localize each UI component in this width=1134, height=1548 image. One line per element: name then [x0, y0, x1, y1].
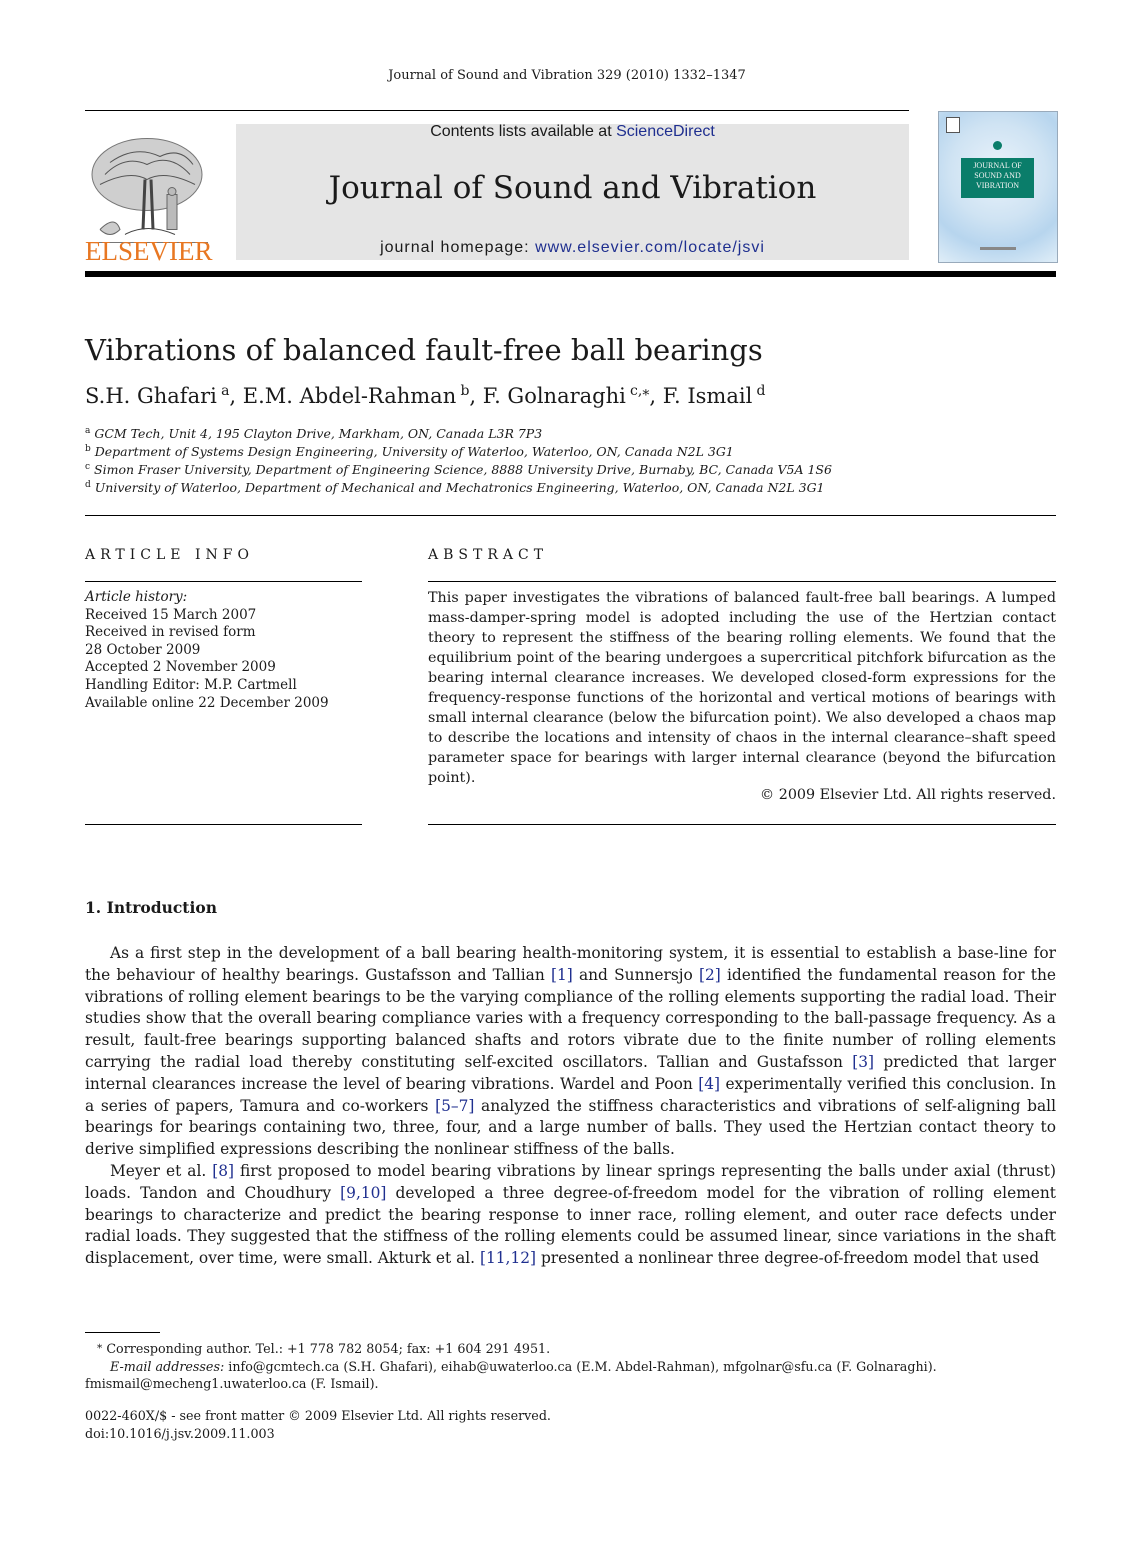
homepage-prefix: journal homepage: — [380, 239, 536, 256]
affiliation-marker: a — [85, 426, 91, 436]
history-item: Received in revised form — [85, 624, 256, 641]
history-item: Received 15 March 2007 — [85, 606, 257, 623]
history-item: Available online 22 December 2009 — [85, 694, 329, 711]
contents-prefix: Contents lists available at — [430, 123, 617, 140]
email-list: info@gcmtech.ca (S.H. Ghafari), eihab@uwaterloo.ca (E.M. Abdel-Rahman), mfgolnar@sfu.ca (F. Golnaraghi). — [224, 1358, 937, 1374]
introduction-body — [85, 943, 1056, 1270]
affiliation-text: Department of Systems Design Engineering, University of Waterloo, Waterloo, ON, Canada N2L 3G1 — [94, 444, 734, 460]
issn-line: 0022-460X/$ - see front matter © 2009 Elsevier Ltd. All rights reserved. — [85, 1408, 551, 1423]
sciencedirect-link[interactable]: ScienceDirect — [616, 123, 715, 140]
body-text-run: analyzed the stiffness characteristics and vibrations of self-aligning ball bearings for bearings containing two, three, four, and a large number of balls. They used the Hertzian contact theory to derive simplified expressions describing the nonlinear stiffness of the balls. — [85, 1096, 1057, 1159]
masthead-bottom-rule — [85, 271, 1056, 277]
affiliation-marker: b — [85, 444, 91, 454]
footnote-rule — [85, 1332, 160, 1333]
abstract-copyright: © 2009 Elsevier Ltd. All rights reserved. — [759, 787, 1056, 803]
article-info-heading: ARTICLE INFO — [85, 547, 254, 563]
history-item: 28 October 2009 — [85, 641, 201, 658]
affiliation-b — [85, 444, 734, 459]
citation-link[interactable]: [11,12] — [479, 1249, 537, 1268]
section-heading-introduction: 1. Introduction — [85, 898, 217, 917]
citation-link[interactable]: [9,10] — [340, 1183, 387, 1202]
abstract-bottom-rule — [428, 824, 1056, 825]
affiliation-c — [85, 462, 832, 477]
author-name: F. Golnaraghi — [482, 384, 626, 408]
cover-title-plate: JOURNAL OF SOUND AND VIBRATION — [961, 158, 1034, 198]
body-text-run: predicted that larger internal clearances increase the level of bearing vibrations. Wardel and Poon — [85, 1052, 1057, 1093]
masthead-top-rule — [85, 110, 909, 111]
citation-link[interactable]: [1] — [550, 965, 573, 984]
abstract-text: This paper investigates the vibrations of balanced fault-free ball bearings. A lumped mass-damper-spring model is adopted including the use of the Hertzian contact theory to represent the stiffness of the bearing rolling elements. We found that the equilibrium point of the bearing undergoes a supercritical pitchfork bifurcation as the bearing internal clearance increases. We developed closed-form expressions for the frequency-response functions of the horizontal and vertical motions of bearings with small internal clearance (below the bifurcation point). We also developed a chaos map to describe the locations and intensity of chaos in the internal clearance–shaft speed parameter space for bearings with larger internal clearance (beyond the bifurcation point). — [428, 590, 1056, 786]
body-text-run: and Sunnersjo — [572, 965, 699, 984]
citation-link[interactable]: [2] — [698, 965, 721, 984]
article-info-rule — [85, 581, 362, 582]
body-text-run: first proposed to model bearing vibrations by linear springs representing the balls under axial (thrust) loads. Tandon and Choudhury — [85, 1161, 1056, 1202]
abstract-heading: ABSTRACT — [428, 547, 549, 563]
affiliation-d — [85, 480, 825, 495]
corresponding-author-text: Corresponding author. Tel.: +1 778 782 8054; fax: +1 604 291 4951. — [106, 1341, 551, 1357]
corresponding-author-note — [85, 1337, 1056, 1358]
body-text-run: experimentally verified this conclusion. In a series of papers, Tamura and co-workers — [85, 1074, 1056, 1115]
doi-line[interactable]: doi:10.1016/j.jsv.2009.11.003 — [85, 1426, 275, 1441]
history-item: Accepted 2 November 2009 — [85, 659, 276, 676]
running-head: Journal of Sound and Vibration 329 (2010) 1332–1347 — [388, 68, 746, 83]
affiliation-text: GCM Tech, Unit 4, 195 Clayton Drive, Markham, ON, Canada L3R 7P3 — [94, 426, 543, 442]
article-info-bottom-rule — [85, 824, 362, 825]
cover-emblem-icon — [993, 141, 1002, 150]
author-affiliation-marker: b — [460, 383, 470, 399]
history-item: Handling Editor: M.P. Cartmell — [85, 676, 297, 693]
body-text-run: Meyer et al. — [110, 1161, 213, 1180]
contents-line — [236, 123, 909, 141]
body-paragraph — [85, 1161, 1056, 1270]
affiliation-marker: c — [85, 462, 91, 472]
author-affiliation-marker: d — [756, 383, 766, 399]
body-text-run: identified the fundamental reason for the vibrations of rolling element bearings to be the varying compliance of the rolling elements supporting the radial load. Their studies show that the overall bearing compliance varies with a frequency corresponding to the ball-passage frequency. As a result, fault-free bearings supporting balanced shafts and rotors vibrate due to the finite number of rolling elements carrying the radial load thereby constituting self-excited oscillators. Tallian and Gustafsson — [85, 965, 1056, 1071]
body-text-run: presented a nonlinear three degree-of-freedom model that used — [536, 1249, 1040, 1268]
cover-sciencedirect-mark — [974, 244, 1022, 254]
author-name: F. Ismail — [662, 384, 753, 408]
email-addresses-continued: fmismail@mecheng1.uwaterloo.ca (F. Ismail). — [85, 1376, 379, 1392]
footnotes — [85, 1337, 1056, 1393]
cover-elsevier-mini-logo — [946, 117, 960, 133]
body-text-run: As a first step in the development of a ball bearing health-monitoring system, it is essential to establish a base-line for the behaviour of healthy bearings. Gustafsson and Tallian — [85, 944, 1056, 984]
front-matter — [85, 1407, 551, 1443]
author-name: S.H. Ghafari — [85, 384, 217, 408]
homepage-link[interactable]: www.elsevier.com/locate/jsvi — [535, 239, 765, 256]
article-history — [85, 589, 362, 712]
affiliation-marker: d — [85, 480, 91, 490]
citation-link[interactable]: [8] — [212, 1161, 235, 1180]
history-label: Article history: — [85, 589, 188, 605]
body-paragraph — [85, 943, 1056, 1161]
journal-title: Journal of Sound and Vibration — [328, 170, 817, 206]
homepage-line — [236, 239, 909, 257]
article-title: Vibrations of balanced fault-free ball bearings — [85, 333, 763, 367]
email-label: E-mail addresses: — [110, 1358, 225, 1374]
body-text-run: developed a three degree-of-freedom model for the vibration of rolling element bearings to characterize and predict the bearing response to inner race, rolling element, and outer race defects under radial loads. They suggested that the stiffness of the rolling elements could be assumed linear, since variations in the shaft displacement, over time, were small. Akturk et al. — [85, 1183, 1056, 1268]
author-name: E.M. Abdel-Rahman — [242, 384, 457, 408]
citation-link[interactable]: [4] — [698, 1074, 721, 1093]
affiliation-a — [85, 426, 542, 441]
author-affiliation-marker: c,⁎ — [630, 383, 650, 399]
citation-link[interactable]: [3] — [852, 1052, 875, 1071]
affiliation-text: University of Waterloo, Department of Mechanical and Mechatronics Engineering, Waterloo, ON, Canada N2L 3G1 — [94, 480, 825, 496]
author-affiliation-marker: a — [221, 383, 230, 399]
citation-link[interactable]: [5–7] — [435, 1096, 475, 1115]
header-divider — [85, 515, 1056, 516]
abstract-rule — [428, 581, 1056, 582]
email-addresses — [85, 1358, 1056, 1376]
affiliation-text: Simon Fraser University, Department of Engineering Science, 8888 University Drive, Burnaby, BC, Canada V5A 1S6 — [94, 462, 832, 478]
elsevier-wordmark: ELSEVIER — [85, 236, 213, 266]
author-list: S.H. Ghafari $^a$, E.M. Abdel-Rahman $^b$, F. Golnaraghi $^{c,⁎}$, F. Ismail $^d$ — [85, 383, 766, 408]
footnote-marker: ⁎ — [97, 1339, 103, 1351]
